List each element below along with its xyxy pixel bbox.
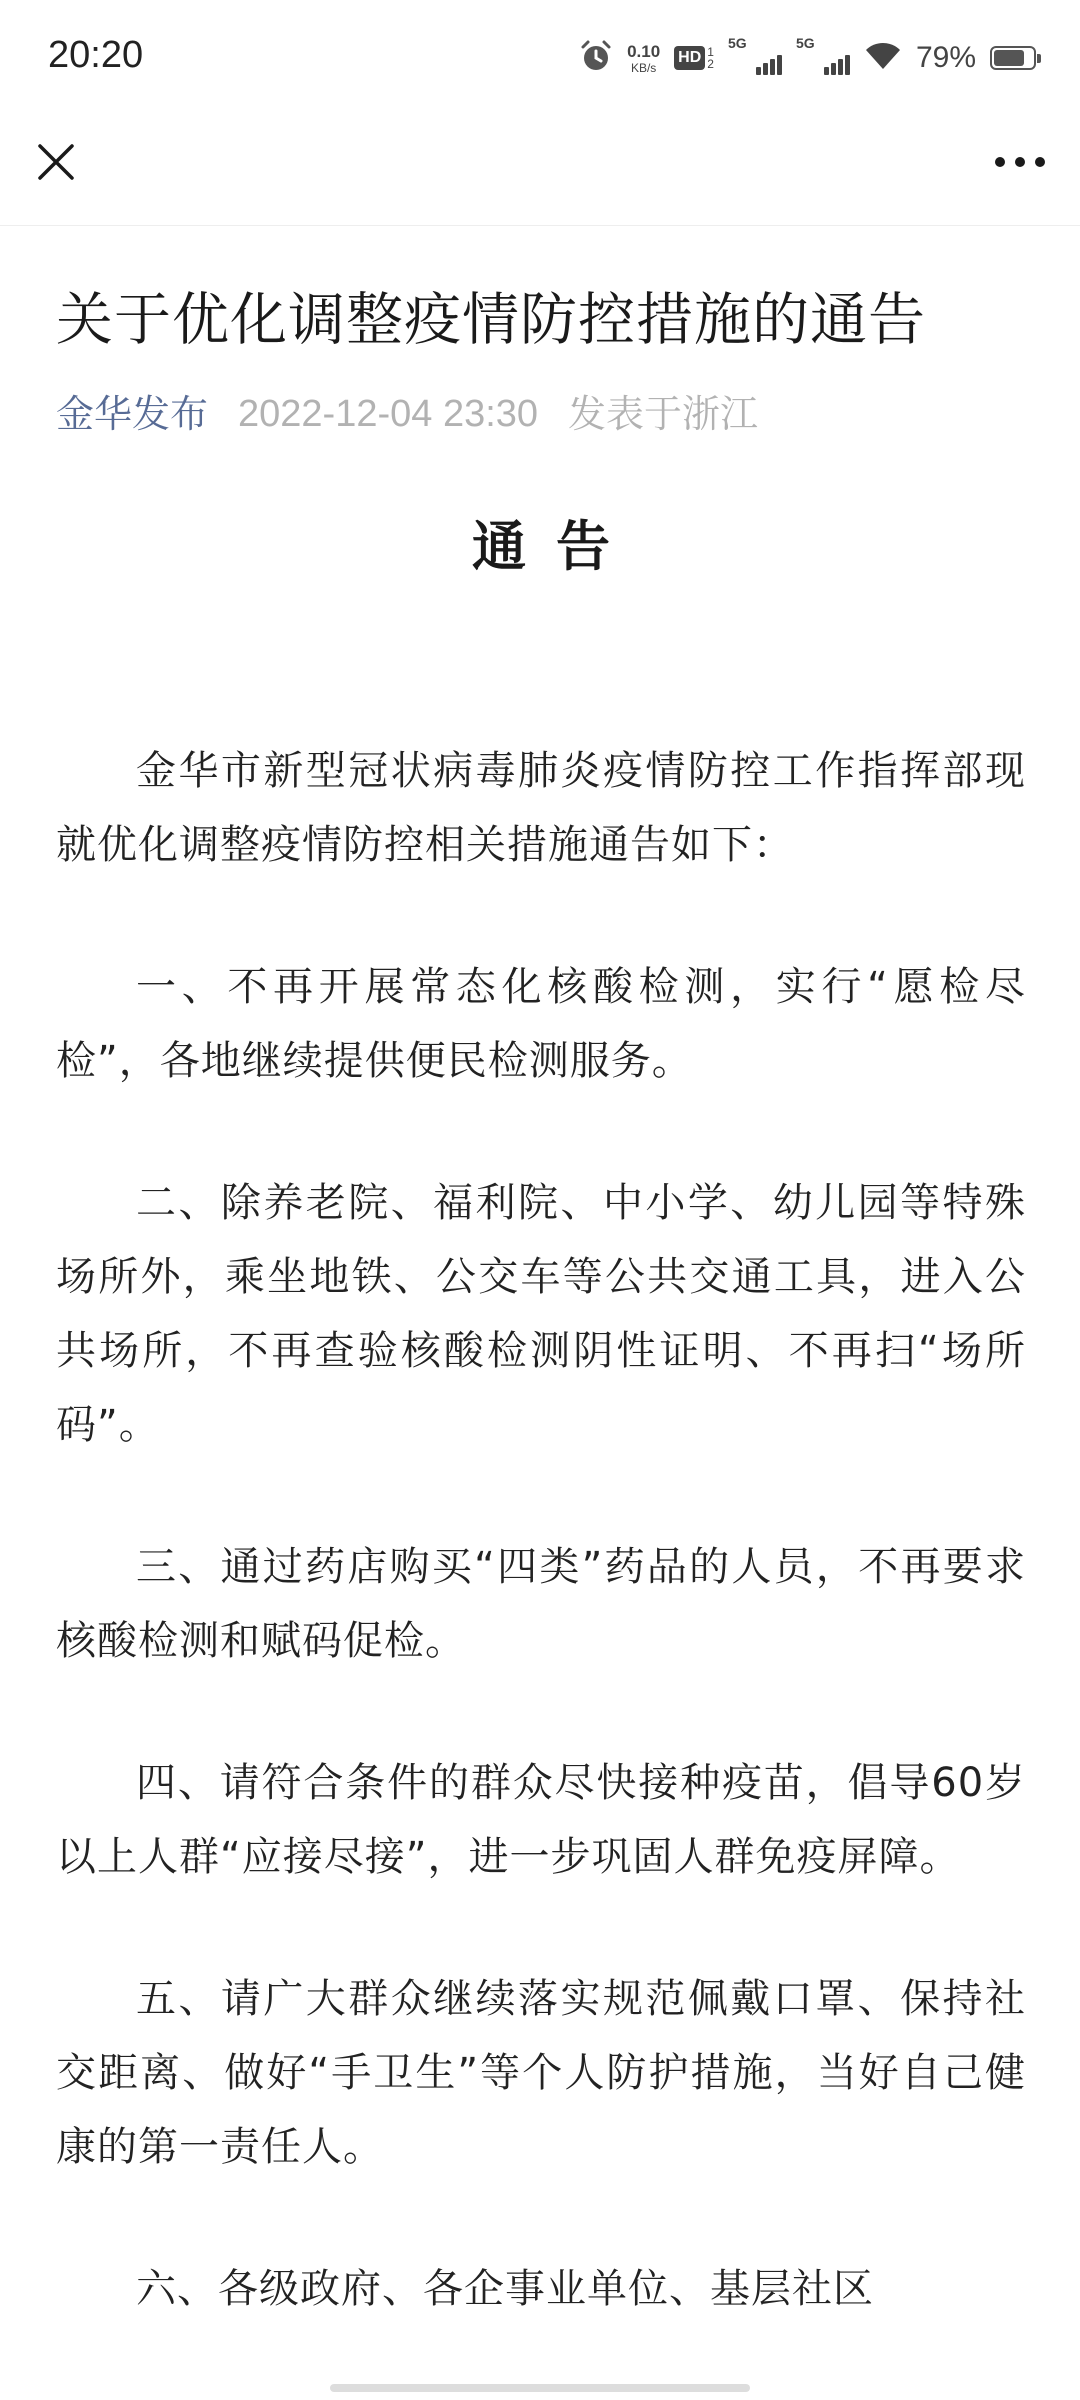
close-button[interactable] (28, 134, 84, 190)
hd-sub-top: 1 (707, 45, 714, 59)
home-indicator[interactable] (330, 2384, 750, 2392)
article (56, 226, 1026, 2394)
network-speed-unit: KB/s (630, 60, 657, 75)
nav-bar (0, 110, 1080, 226)
status-icons (579, 34, 1036, 82)
paragraph: 一、不再开展常态化核酸检测，实行“愿检尽检”，各地继续提供便民检测服务。 (56, 964, 1026, 1084)
sim1-network-label: 5G (727, 35, 747, 51)
paragraph: 金华市新型冠状病毒肺炎疫情防控工作指挥部现就优化调整疫情防控相关措施通告如下： (56, 748, 1026, 868)
wifi-icon (864, 41, 902, 75)
more-icon (994, 156, 1046, 168)
paragraph: 六、各级政府、各企事业单位、基层社区 (136, 2266, 874, 2312)
hd-label: HD (674, 46, 705, 70)
article-author[interactable]: 金华发布 (56, 392, 209, 436)
network-speed (627, 43, 660, 74)
sim2-network-label: 5G (795, 35, 815, 51)
alarm-icon (579, 39, 613, 77)
paragraph: 二、除养老院、福利院、中小学、幼儿园等特殊场所外，乘坐地铁、公交车等公共交通工具，进入公共场所，不再查验核酸检测阴性证明、不再扫“场所码”。 (56, 1180, 1026, 1448)
more-button[interactable] (988, 134, 1052, 190)
battery-fill (994, 50, 1024, 66)
notice-heading: 通告 (472, 515, 640, 578)
signal-sim2-icon (795, 35, 850, 75)
article-location: 发表于浙江 (568, 392, 759, 436)
article-title: 关于优化调整疫情防控措施的通告 (56, 287, 926, 353)
hd-sub-bottom: 2 (707, 57, 714, 71)
article-date: 2022-12-04 23:30 (238, 393, 539, 435)
status-time: 20:20 (48, 34, 144, 76)
paragraph: 四、请符合条件的群众尽快接种疫苗，倡导60岁以上人群“应接尽接”，进一步巩固人群免疫屏障。 (56, 1760, 1026, 1880)
battery-icon (990, 46, 1036, 70)
paragraph: 五、请广大群众继续落实规范佩戴口罩、保持社交距离、做好“手卫生”等个人防护措施，当好自己健康的第一责任人。 (56, 1976, 1026, 2170)
network-speed-value: 0.10 (627, 41, 661, 61)
article-body (56, 734, 1026, 2326)
signal-sim1-icon (727, 35, 782, 75)
hd-voice-icon (674, 46, 714, 70)
status-bar (0, 0, 1080, 110)
article-meta (56, 386, 1026, 442)
close-icon (36, 142, 76, 182)
battery-percent: 79% (915, 41, 976, 74)
paragraph: 三、通过药店购买“四类”药品的人员，不再要求核酸检测和赋码促检。 (56, 1544, 1026, 1664)
